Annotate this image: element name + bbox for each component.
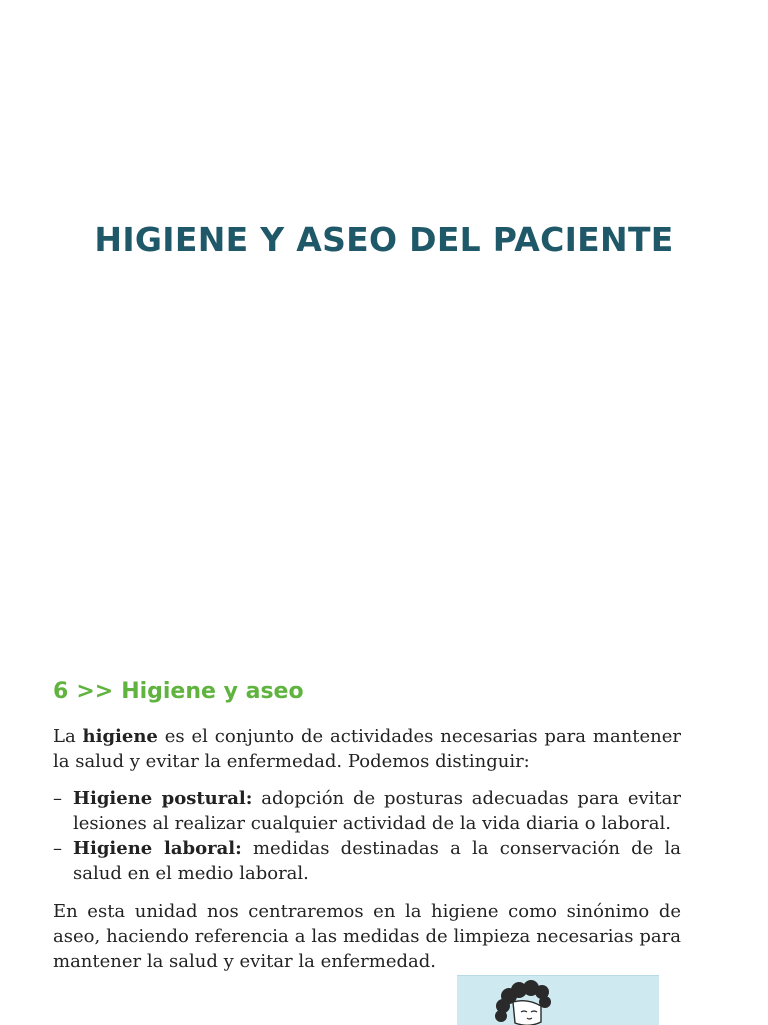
list-item-text: adopción de posturas adecuadas para evitar lesiones al realizar cualquier actividad de la vida diaria o laboral.: [73, 788, 681, 834]
dash-bullet: –: [53, 838, 62, 859]
chevron-icon: >>: [76, 679, 114, 704]
intro-post: es el conjunto de actividades necesarias para mantener la salud y evitar la enfermedad. Podemos distinguir:: [53, 726, 681, 772]
page-title: HIGIENE Y ASEO DEL PACIENTE: [94, 220, 674, 259]
list-item-term: Higiene postural:: [73, 788, 253, 809]
list-item: [53, 786, 681, 836]
list-item-term: Higiene laboral:: [73, 838, 242, 859]
section-heading: [53, 676, 681, 708]
hygiene-types-list: [53, 786, 681, 886]
intro-bold-term: higiene: [82, 726, 158, 747]
patient-illustration: [457, 975, 659, 1025]
closing-paragraph: En esta unidad nos centraremos en la higiene como sinónimo de aseo, haciendo referencia a las medidas de limpieza necesarias para mantener la salud y evitar la enfermedad.: [53, 901, 681, 972]
section-number: 6: [53, 679, 69, 704]
dash-bullet: –: [53, 788, 62, 809]
section-heading-text: Higiene y aseo: [121, 679, 304, 704]
list-item: [53, 836, 681, 886]
intro-paragraph: [53, 724, 681, 774]
intro-pre: La: [53, 726, 83, 747]
section-higiene-aseo: [53, 676, 681, 974]
list-item-text: medidas destinadas a la conservación de la salud en el medio laboral.: [73, 838, 681, 884]
patient-head-icon: [457, 976, 659, 1025]
